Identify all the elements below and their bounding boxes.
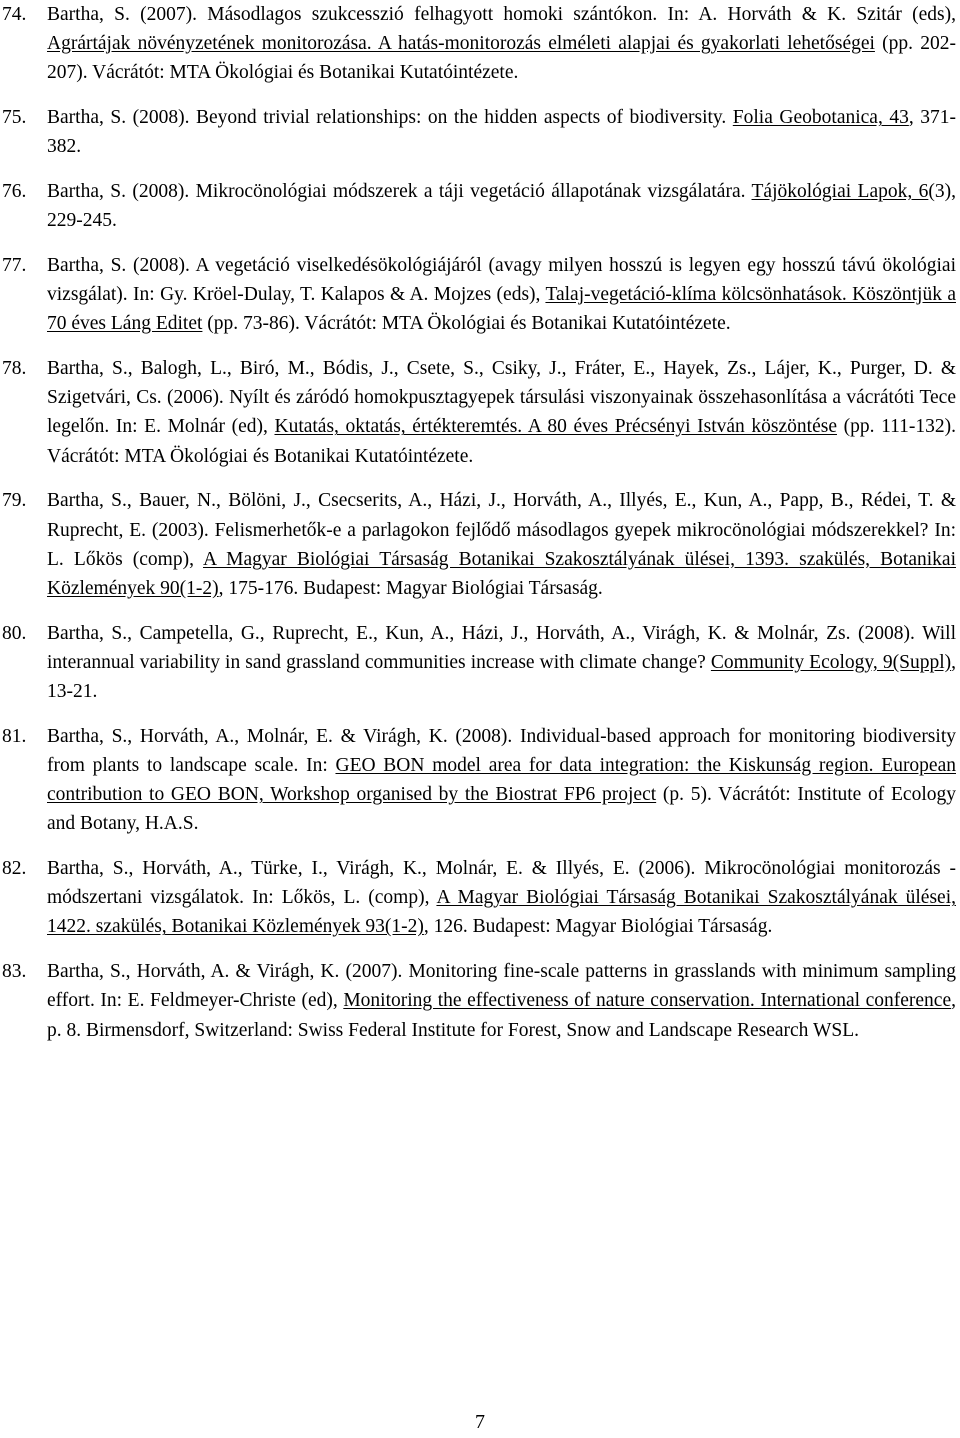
- reference-text-part: , p. 8. Birmensdorf, Switzerland: Swiss Federal Institute for Forest, Snow and Landscape Research WSL.: [47, 990, 956, 1041]
- reference-text: [47, 177, 956, 235]
- reference-text: [47, 854, 956, 942]
- reference-text: [47, 103, 956, 161]
- reference-text-part: , 175-176. Budapest: Magyar Biológiai Társaság.: [218, 577, 603, 599]
- reference-text-part: (pp. 111-132). Vácrátót: MTA Ökológiai és Botanikai Kutatóintézete.: [47, 416, 957, 467]
- reference-text: [47, 354, 956, 471]
- reference-source-title: Kutatás, oktatás, értékteremtés. A 80 éves Précsényi István köszöntése: [274, 416, 837, 438]
- reference-source-title: Monitoring the effectiveness of nature conservation. International conference: [343, 990, 952, 1012]
- reference-number: 77.: [2, 254, 27, 276]
- reference-item: [0, 722, 956, 839]
- reference-source-title: Folia Geobotanica, 43: [732, 107, 909, 129]
- reference-text-part: Bartha, S., Bauer, N., Bölöni, J., Csecserits, A., Házi, J., Horváth, A., Illyés, E., Kun, A., Papp, B., Rédei, T. & Ruprecht, E. (2003). Felismerhetők-e a parlagokon fejlődő másodlagos gyepek mikrocönológiai módszerekkel? In: L. Lőkös (comp),: [47, 490, 956, 570]
- reference-source-title: A Magyar Biológiai Társaság Botanikai Szakosztályának ülései, 1422. szakülés, Botanikai Közlemények 93(1-2): [47, 887, 956, 938]
- reference-item: [0, 354, 956, 471]
- reference-text-part: Bartha, S. (2007). Másodlagos szukcesszió felhagyott homoki szántókon. In: A. Horváth & K. Szitár (eds),: [47, 4, 956, 25]
- reference-source-title: A Magyar Biológiai Társaság Botanikai Szakosztályának ülései, 1393. szakülés, Botanikai Közlemények 90(1-2): [47, 548, 956, 599]
- reference-source-title: Community Ecology, 9(Suppl): [710, 651, 952, 673]
- page-number: 7: [475, 1411, 485, 1433]
- reference-text: [47, 722, 956, 839]
- reference-number: 75.: [2, 107, 27, 129]
- reference-text-part: Bartha, S. (2008). A vegetáció viselkedésökológiájáról (avagy milyen hosszú is legyen egy hosszú távú ökológiai vizsgálat). In: Gy. Kröel-Dulay, T. Kalapos & A. Mojzes (eds),: [47, 254, 956, 306]
- reference-text-part: (pp. 202-207). Vácrátót: MTA Ökológiai és Botanikai Kutatóintézete.: [47, 33, 956, 84]
- reference-source-title: GEO BON model area for data integration: the Kiskunság region. European contribution to GEO BON, Workshop organised by the Biostrat FP6 project: [47, 754, 956, 806]
- reference-item: [0, 957, 956, 1045]
- reference-text: [47, 957, 956, 1045]
- reference-text-part: Bartha, S., Horváth, A., Türke, I., Virágh, K., Molnár, E. & Illyés, E. (2006). Mikrocönológiai monitorozás - módszertani vizsgálatok. In: Lőkös, L. (comp),: [47, 858, 956, 909]
- reference-text-part: (p. 5). Vácrátót: Institute of Ecology and Botany, H.A.S.: [47, 784, 956, 835]
- reference-text-part: Bartha, S. (2008). Mikrocönológiai módszerek a táji vegetáció állapotának vizsgálatára.: [47, 181, 752, 203]
- reference-item: [0, 0, 956, 88]
- reference-text-part: , 371-382.: [47, 107, 957, 158]
- reference-item: [0, 854, 956, 942]
- reference-number: 78.: [2, 358, 27, 380]
- reference-item: [0, 103, 956, 161]
- reference-number: 82.: [2, 858, 27, 880]
- reference-text: [47, 0, 956, 88]
- reference-text-part: (pp. 73-86). Vácrátót: MTA Ökológiai és Botanikai Kutatóintézete.: [202, 313, 731, 335]
- reference-text-part: , 126. Budapest: Magyar Biológiai Társaság.: [423, 916, 773, 938]
- reference-number: 81.: [2, 725, 27, 747]
- reference-number: 80.: [2, 622, 27, 644]
- reference-item: [0, 177, 956, 235]
- reference-item: [0, 251, 956, 339]
- reference-number: 76.: [2, 181, 27, 203]
- reference-number: 74.: [2, 4, 27, 25]
- reference-text-part: , 13-21.: [47, 651, 956, 703]
- reference-text: [47, 619, 956, 707]
- reference-text-part: Bartha, S. (2008). Beyond trivial relationships: on the hidden aspects of biodiversity.: [47, 107, 733, 129]
- reference-text-part: (3), 229-245.: [47, 181, 956, 232]
- reference-number: 83.: [2, 961, 27, 983]
- reference-text: [47, 486, 956, 603]
- reference-item: [0, 486, 956, 603]
- reference-source-title: Agrártájak növényzetének monitorozása. A hatás-monitorozás elméleti alapjai és gyakorlati lehetőségei: [47, 33, 875, 55]
- reference-text-part: Bartha, S., Campetella, G., Ruprecht, E., Kun, A., Házi, J., Horváth, A., Virágh, K. & Molnár, Zs. (2008). Will interannual variability in sand grassland communities increase with climate change?: [47, 622, 956, 673]
- reference-source-title: Tájökológiai Lapok, 6: [751, 181, 929, 203]
- reference-item: [0, 619, 956, 707]
- reference-text-part: Bartha, S., Horváth, A., Molnár, E. & Virágh, K. (2008). Individual-based approach for monitoring biodiversity from plants to landscape scale. In:: [47, 725, 956, 776]
- reference-number: 79.: [2, 490, 27, 512]
- reference-text-part: Bartha, S., Horváth, A. & Virágh, K. (2007). Monitoring fine-scale patterns in grasslands with minimum sampling effort. In: E. Feldmeyer-Christe (ed),: [47, 961, 956, 1012]
- reference-text-part: Bartha, S., Balogh, L., Biró, M., Bódis, J., Csete, S., Csiky, J., Fráter, E., Hayek, Zs., Lájer, K., Purger, D. & Szigetvári, Cs. (2006). Nyílt és záródó homokpusztagyepek társulási viszonyainak összehasonlítása a vácrátóti Tece legelőn. In: E. Molnár (ed),: [47, 358, 956, 438]
- reference-text: [47, 251, 956, 339]
- reference-source-title: Talaj-vegetáció-klíma kölcsönhatások. Köszöntjük a 70 éves Láng Editet: [47, 284, 956, 335]
